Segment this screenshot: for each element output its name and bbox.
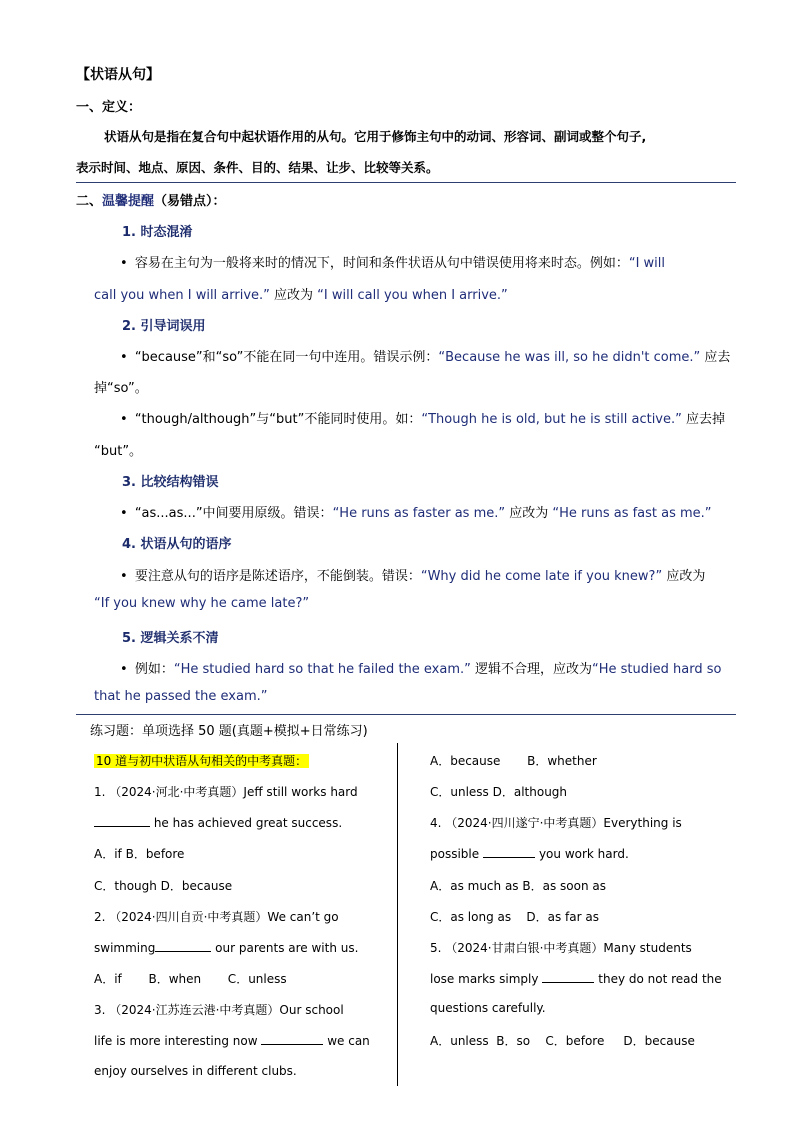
q3-stem-end: enjoy ourselves in different clubs. — [94, 1064, 297, 1078]
page-title: 【状语从句】 — [76, 67, 160, 83]
divider-top — [76, 182, 736, 183]
q2-stem-cont — [94, 939, 358, 955]
tip5-correction-start: “He studied hard so — [592, 662, 722, 677]
section2-suffix: （易错点）： — [154, 194, 226, 209]
tip5-title: 5. 逻辑关系不清 — [122, 631, 219, 646]
section2-highlight: 温馨提醒 — [102, 194, 155, 209]
q3-blank — [261, 1032, 323, 1045]
tip2-b1-example: “Because he was ill, so he didn't come.” — [438, 350, 701, 365]
tip4-bullet1 — [120, 565, 705, 584]
q2-stem-start: swimming — [94, 941, 156, 955]
definition-line2: 表示时间、地点、原因、条件、目的、结果、让步、比较等关系。 — [76, 160, 439, 175]
column-divider — [397, 743, 398, 1086]
tip5-example: “He studied hard so that he failed the exam.” — [173, 662, 471, 677]
tip1-line1 — [120, 252, 665, 271]
practice-heading: 练习题：单项选择 50 题(真题+模拟+日常练习) — [90, 724, 368, 739]
tip2-b2-cont: “but”。 — [94, 444, 143, 459]
tip3-text: “as...as...”中间要用原级。错误： — [134, 506, 333, 521]
tip1-should: 应改为 — [269, 288, 318, 303]
q1-blank — [94, 814, 150, 827]
tip1-title: 1. 时态混淆 — [122, 225, 193, 240]
tip2-bullet2 — [120, 408, 725, 427]
q4-options-2: C．as long as D．as far as — [430, 910, 599, 924]
q3-options-2: C．unless D．although — [430, 785, 568, 799]
q2-stem: 2. （2024·四川自贡·中考真题）We can’t go — [94, 910, 339, 924]
q3-stem: 3. （2024·江苏连云港·中考真题）Our school — [94, 1003, 344, 1017]
tip3-should: 应改为 — [505, 506, 553, 521]
q5-options: A．unless B．so C．before D．because — [430, 1034, 695, 1048]
q5-stem-start: lose marks simply — [430, 972, 539, 986]
q1-stem-cont — [94, 814, 342, 830]
q4-options-1: A．as much as B．as soon as — [430, 879, 606, 893]
q5-blank — [542, 970, 594, 983]
q1-options-2: C．though D．because — [94, 879, 233, 893]
q4-blank — [483, 845, 535, 858]
q3-stem-cont — [94, 1032, 370, 1048]
q2-stem-rest: our parents are with us. — [211, 941, 359, 955]
q1-stem: 1. （2024·河北·中考真题）Jeff still works hard — [94, 785, 358, 799]
q5-stem: 5. （2024·甘肃白银·中考真题）Many students — [430, 941, 692, 955]
tip2-bullet1 — [120, 346, 730, 365]
tip2-b2-example: “Though he is old, but he is still active.” — [421, 412, 682, 427]
tip3-example: “He runs as faster as me.” — [332, 506, 506, 521]
practice-subheading-text: 10 道与初中状语从句相关的中考真题： — [96, 754, 308, 768]
q1-stem-rest: he has achieved great success. — [150, 816, 343, 830]
tip5-correction-end: that he passed the exam.” — [94, 689, 268, 704]
tip5-text: 例如： — [134, 662, 174, 677]
q3-stem-rest: we can — [323, 1034, 370, 1048]
tip1-correction: “I will call you when I arrive.” — [317, 288, 508, 303]
section1-heading: 一、定义： — [76, 100, 142, 115]
q4-stem-start: possible — [430, 847, 480, 861]
q1-options-1: A．if B．before — [94, 847, 185, 861]
q3-stem-start: life is more interesting now — [94, 1034, 258, 1048]
tip2-b1-text: “because”和“so”不能在同一句中连用。错误示例： — [134, 350, 439, 365]
section2-prefix: 二、 — [76, 194, 103, 209]
q2-options: A．if B．when C．unless — [94, 972, 287, 986]
tip2-title: 2. 引导词误用 — [122, 319, 206, 334]
tip2-b1-cont: 掉“so”。 — [94, 381, 148, 396]
q4-stem-rest: you work hard. — [535, 847, 629, 861]
tip5-bullet1 — [120, 658, 721, 677]
tip3-title: 3. 比较结构错误 — [122, 475, 219, 490]
tip4-example: “Why did he come late if you knew?” — [420, 569, 663, 584]
tip4-title: 4. 状语从句的语序 — [122, 537, 232, 552]
definition-line1: 状语从句是指在复合句中起状语作用的从句。它用于修饰主句中的动词、形容词、副词或整个句子, — [104, 129, 647, 144]
tip5-comment: 逻辑不合理，应改为 — [470, 662, 593, 677]
section2-heading — [76, 190, 226, 209]
tip2-b1-fix: 应去 — [700, 350, 731, 365]
q3-options-1: A．because B．whether — [430, 754, 597, 768]
tip2-b2-text: “though/although”与“but”不能同时使用。如： — [134, 412, 422, 427]
q5-stem-rest: they do not read the — [594, 972, 722, 986]
tip1-example-end: call you when I will arrive.” — [94, 288, 270, 303]
q4-stem-cont — [430, 845, 629, 861]
divider-bottom — [76, 714, 736, 715]
q2-blank — [155, 939, 211, 952]
q5-stem-cont — [430, 970, 722, 986]
tip1-text: 容易在主句为一般将来时的情况下，时间和条件状语从句中错误使用将来时态。例如： — [134, 256, 629, 271]
practice-subheading — [94, 752, 309, 769]
q5-stem-end: questions carefully. — [430, 1001, 546, 1015]
tip3-bullet1 — [120, 502, 712, 521]
tip4-should: 应改为 — [662, 569, 706, 584]
q4-stem: 4. （2024·四川遂宁·中考真题）Everything is — [430, 816, 682, 830]
tip2-b2-fix: 应去掉 — [681, 412, 726, 427]
tip4-correction: “If you knew why he came late?” — [94, 596, 310, 611]
tip4-text: 要注意从句的语序是陈述语序，不能倒装。错误： — [134, 569, 421, 584]
tip3-correction: “He runs as fast as me.” — [552, 506, 712, 521]
tip1-example-start: “I will — [628, 256, 665, 271]
tip1-line2 — [94, 284, 508, 303]
